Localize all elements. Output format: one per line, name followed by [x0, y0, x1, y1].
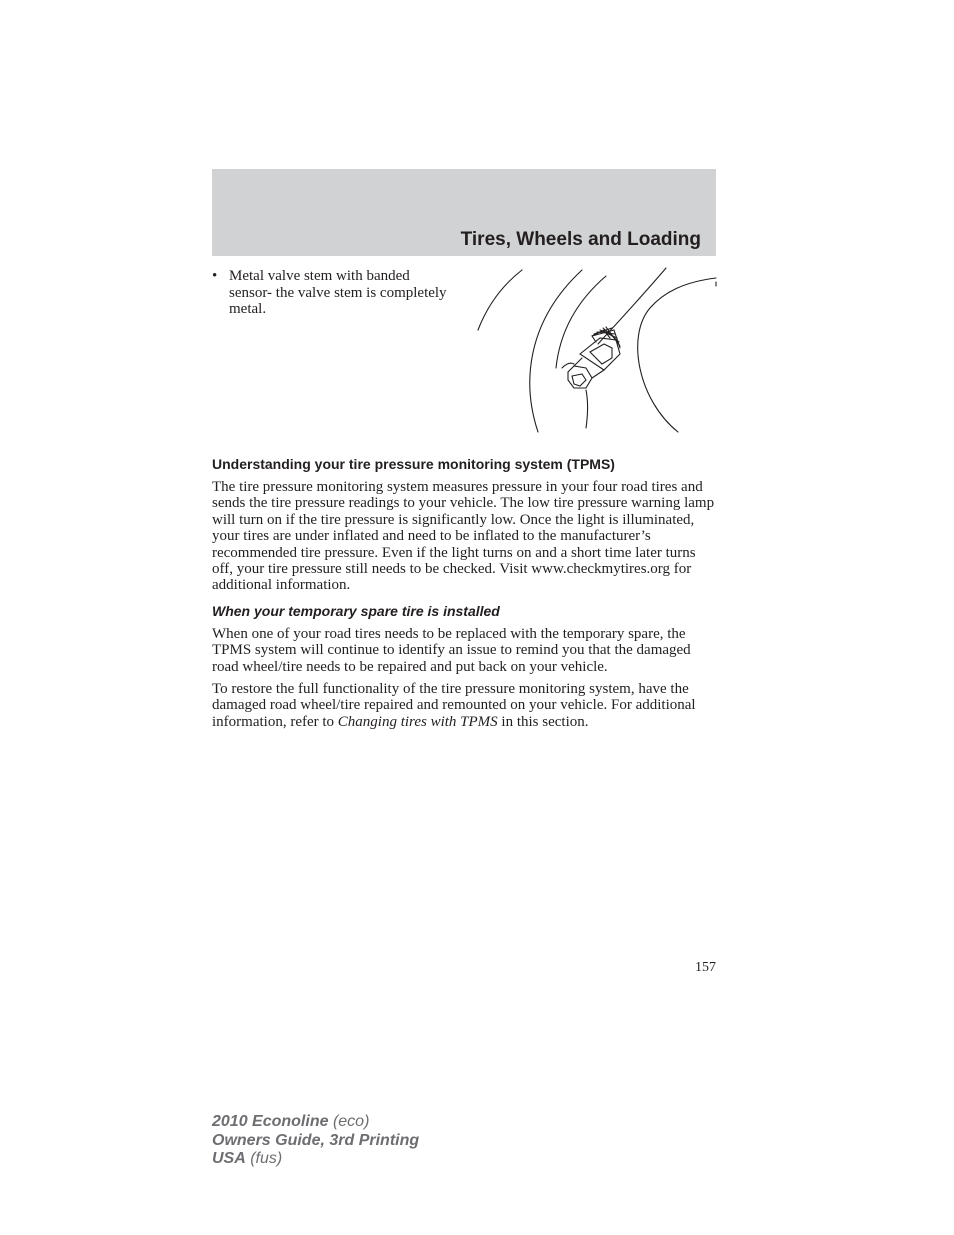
footer-market: USA: [212, 1150, 246, 1167]
list-item: [212, 268, 452, 318]
footer-model-code: (eco): [328, 1113, 370, 1130]
section-header-band: [212, 169, 716, 256]
cross-reference: Changing tires with TPMS: [337, 713, 498, 730]
heading-temporary-spare: When your temporary spare tire is installed: [212, 602, 500, 619]
footer-line-guide: [212, 1132, 419, 1151]
paragraph-spare-2-before: To restore the full functionality of the tire pressure monitoring system, have the damaged road wheel/tire repaired and remounted on your vehicle. For additional information, refer to: [212, 681, 696, 730]
bullet-text: Metal valve stem with banded sensor- the valve stem is completely metal.: [229, 268, 447, 317]
valve-stem-illustration-icon: [470, 264, 718, 436]
paragraph-spare-1: When one of your road tires needs to be replaced with the temporary spare, the TPMS system will continue to identify an issue to remind you that the damaged road wheel/tire needs to be repaired and put back on your vehicle.: [212, 625, 691, 675]
paragraph-tpms: The tire pressure monitoring system measures pressure in your four road tires and sends the tire pressure readings to your vehicle. The low tire pressure warning lamp will turn on if the tire pressure is significantly low. Once the light is illuminated, your tires are under inflated and need to be inflated to the manufacturer’s recommended tire pressure. Even if the light turns on and a short time later turns off, your tire pressure still needs to be checked. Visit www.checkmytires.org for additional information.: [212, 479, 715, 594]
section-title: Tires, Wheels and Loading: [460, 229, 701, 250]
footer-model: 2010 Econoline: [212, 1113, 329, 1130]
heading-tpms: Understanding your tire pressure monitoring system (TPMS): [212, 456, 615, 472]
footer-line-model: [212, 1113, 419, 1132]
footer-market-code: (fus): [245, 1150, 283, 1167]
page-number: 157: [695, 960, 716, 975]
bullet-list: [212, 268, 452, 318]
footer-line-market: [212, 1150, 419, 1169]
document-body: [212, 456, 718, 736]
paragraph-spare-2: [212, 681, 718, 730]
document-footer: [212, 1113, 419, 1169]
footer-guide: Owners Guide, 3rd Printing: [212, 1131, 420, 1149]
bullet-mark: •: [212, 268, 218, 284]
paragraph-spare-2-after: in this section.: [497, 713, 589, 730]
